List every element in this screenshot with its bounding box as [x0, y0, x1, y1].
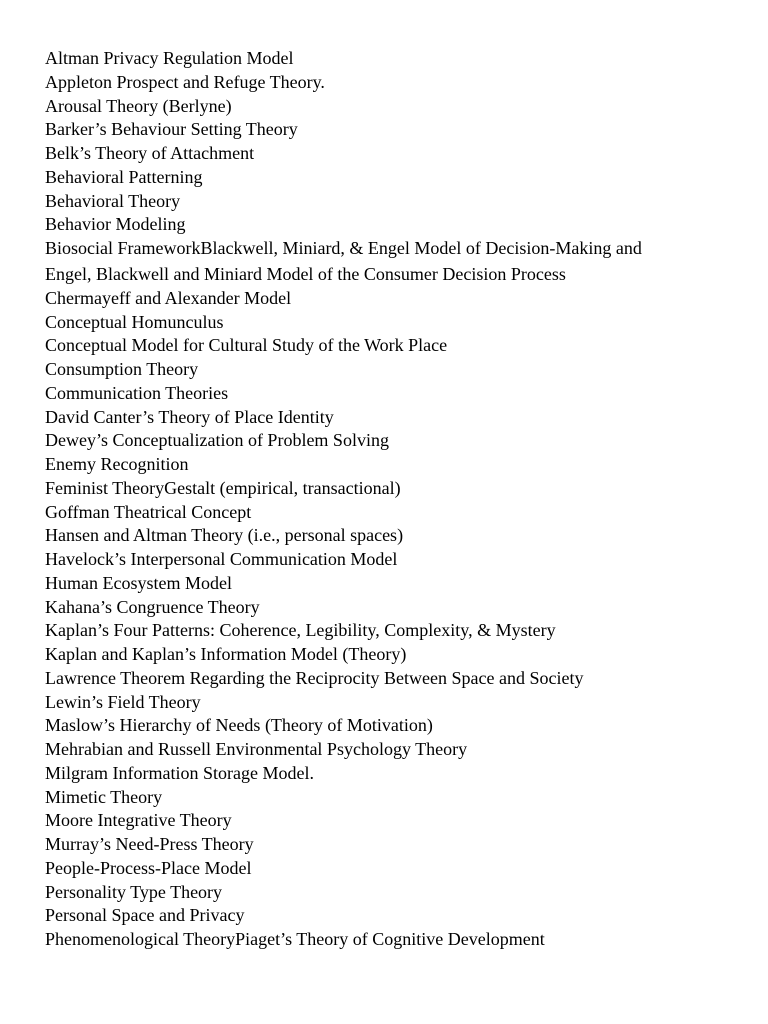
list-item: David Canter’s Theory of Place Identity — [45, 406, 334, 427]
list-item: Mehrabian and Russell Environmental Psychology Theory — [45, 739, 468, 759]
list-item: Arousal Theory (Berlyne) — [45, 95, 232, 116]
list-item: Personal Space and Privacy — [45, 905, 245, 926]
list-item: Engel, Blackwell and Miniard Model of the Consumer Decision Process — [45, 264, 566, 284]
list-item: Kahana’s Congruence Theory — [45, 596, 260, 617]
list-item: Maslow’s Hierarchy of Needs (Theory of Motivation) — [45, 715, 433, 736]
list-item: Conceptual Homunculus — [45, 311, 224, 332]
list-item: Phenomenological TheoryPiaget’s Theory of Cognitive Development — [45, 929, 545, 949]
list-item: Havelock’s Interpersonal Communication Model — [45, 549, 398, 569]
list-item: Belk’s Theory of Attachment — [45, 143, 255, 163]
list-item: Mimetic Theory — [45, 786, 163, 807]
list-item: Consumption Theory — [45, 359, 199, 379]
list-item: Chermayeff and Alexander Model — [45, 287, 292, 308]
list-item: Feminist TheoryGestalt (empirical, transactional) — [45, 477, 401, 498]
list-item: Appleton Prospect and Refuge Theory. — [45, 71, 325, 92]
list-item: Lewin’s Field Theory — [45, 691, 201, 712]
list-item: Kaplan’s Four Patterns: Coherence, Legibility, Complexity, & Mystery — [45, 620, 556, 641]
list-item: Human Ecosystem Model — [45, 572, 232, 593]
list-item: Behavioral Theory — [45, 190, 181, 211]
list-item: Conceptual Model for Cultural Study of the Work Place — [45, 335, 448, 356]
list-item: People-Process-Place Model — [45, 857, 252, 878]
list-item: Altman Privacy Regulation Model — [45, 48, 294, 68]
list-item: Personality Type Theory — [45, 881, 223, 902]
list-item: Lawrence Theorem Regarding the Reciprocity Between Space and Society — [45, 667, 584, 688]
list-item: Behavioral Patterning — [45, 166, 203, 187]
list-item: Communication Theories — [45, 382, 229, 403]
list-item: Milgram Information Storage Model. — [45, 762, 314, 783]
list-item: Behavior Modeling — [45, 214, 186, 235]
list-item: Enemy Recognition — [45, 454, 189, 474]
list-item: Barker’s Behaviour Setting Theory — [45, 119, 298, 140]
list-item: Biosocial FrameworkBlackwell, Miniard, & Engel Model of Decision-Making and — [45, 238, 642, 258]
theory-list — [45, 47, 745, 952]
list-item: Murray’s Need-Press Theory — [45, 834, 254, 854]
list-item: Goffman Theatrical Concept — [45, 501, 252, 522]
list-item: Hansen and Altman Theory (i.e., personal spaces) — [45, 525, 404, 546]
list-item: Moore Integrative Theory — [45, 810, 232, 831]
list-item: Dewey’s Conceptualization of Problem Solving — [45, 430, 389, 451]
list-item: Kaplan and Kaplan’s Information Model (Theory) — [45, 644, 407, 664]
